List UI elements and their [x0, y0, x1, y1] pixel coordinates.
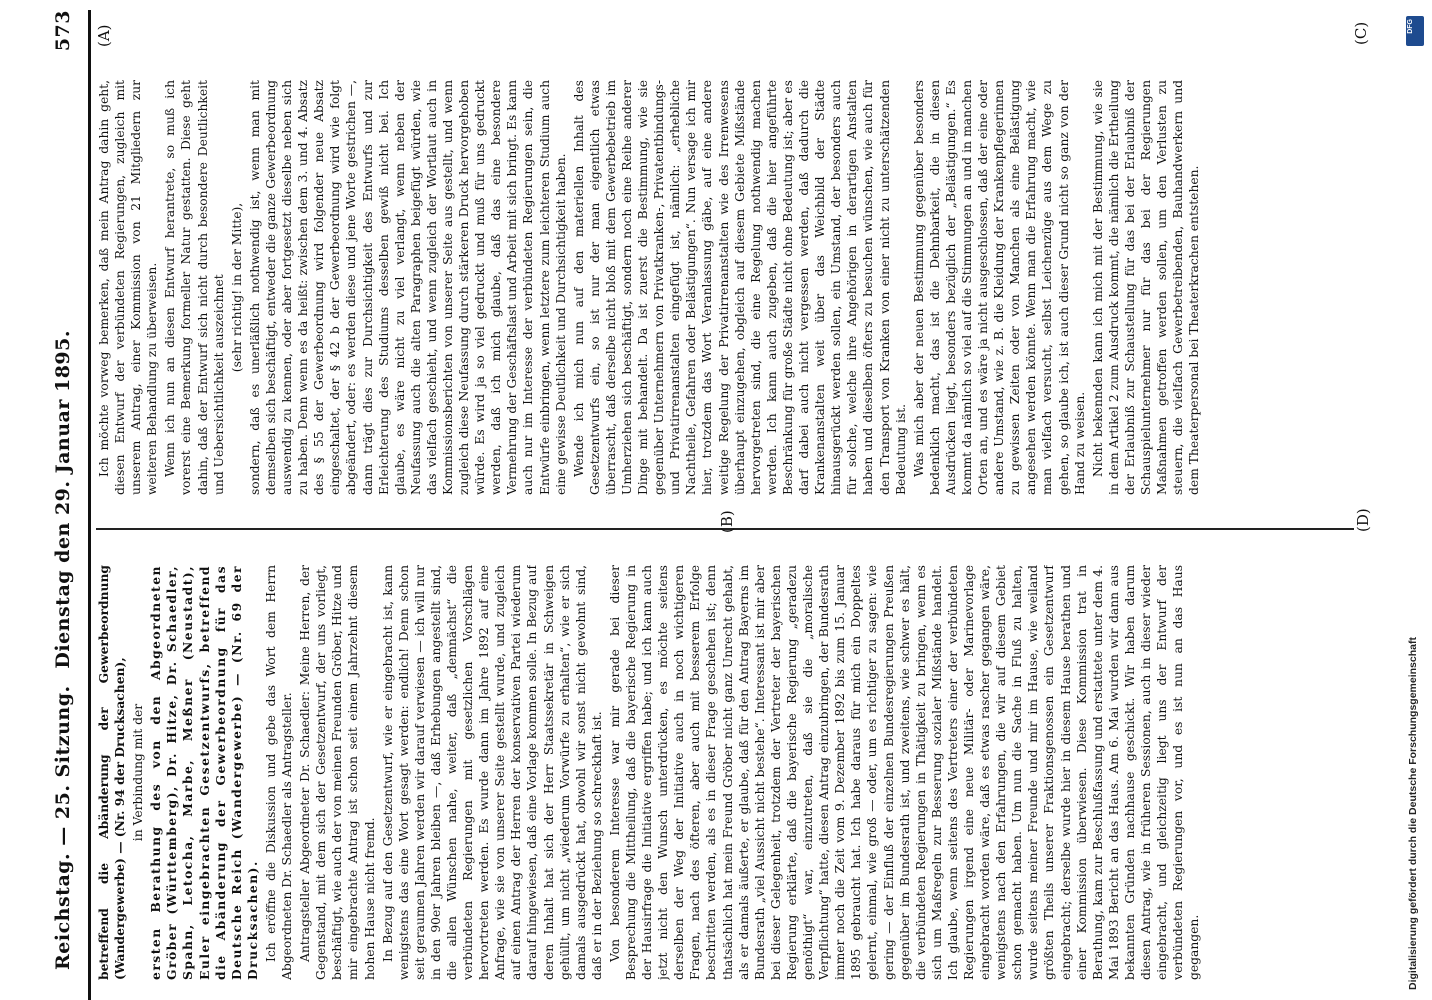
dfg-logo: DFG — [1406, 16, 1424, 46]
section-marker-c: (C) — [1352, 21, 1370, 45]
section-marker-b: (B) — [718, 510, 736, 533]
paragraph: Wende ich mich nun auf den materiellen Inhalt des Gesetzentwurfs ein, so ist nur der man eigentlich etwas überrascht, daß derselbe nicht bloß mit dem Gewerbebetrieb im Umherziehen sich beschäftigt, sondern noch eine Reihe anderer Dinge mit behandelt. Da ist zuerst die Bestimmung, wie sie gegenüber Unternehmern von Privatkranken-, Privatentbindungs- und Privatirrenanstalten eingefügt ist, nämlich: „erhebliche Nachtheile, Gefahren oder Belästigungen“. Nun versage ich mir hier, trotzdem das Wort Veranlassung gäbe, auf eine andere weitige Regelung der Privatirrenanstalten wie des Irrenwesens überhaupt einzugehen, obgleich auf diesem Gebiete Mißstände hervorgetreten sind, die eine Regelung nothwendig machen werden. Ich kann auch zugeben, daß die hier angeführte Beschränkung für große Städte nicht ohne Bedeutung ist; aber es darf dabei auch nicht vergessen werden, daß dadurch die Krankenanstalten weit über das Weichbild der Städte hinausgerückt werden sollen, ein Umstand, der besonders auch für solche, welche ihre Angehörigen in derartigen Anstalten haben und dieselben öfters zu besuchen wünschen, wie auch für den Transport von Kranken von einer nicht zu unterschätzenden Bedeutung ist. — [571, 80, 908, 495]
paragraph: Wenn ich nun an diesen Entwurf herantrete, so muß ich vorerst eine Bemerkung formeller Natur gestatten. Diese geht dahin, daß der Entwurf sich nicht durch besondere Deutlichkeit und Uebersichtlichkeit auszeichnet — [163, 80, 226, 495]
paragraph: Antragsteller Abgeordneter Dr. Schaedler: Meine Herren, der Gegenstand, mit dem sich der Gesetzentwurf, der uns vorliegt, beschäftigt, wie auch der von meinen Freunden Gröber, Hitze und mir eingebrachte Antrag ist schon seit einem Jahrzehnt diesem hohen Hause nicht fremd. — [298, 565, 377, 980]
section-marker-a: (A) — [95, 24, 113, 47]
column-left — [96, 565, 1354, 980]
paragraph: Was mich aber der neuen Bestimmung gegenüber besonders bedenklich macht, das ist die Dehnbarkeit, die in diesen Ausdrücken liegt, besonders bezüglich der „Belästigungen.“ Es kommt da nämlich so viel auf die Stimmungen an und in manchen Orten an, und es wäre ja nicht ausgeschlossen, daß der eine oder andere Umstand, wie z. B. die Kleidung der Krankenpflegerinnen zu gewissen Zeiten oder von Manchen als eine Belästigung angesehen werden könnte. Wenn man die Erfahrung macht, wie man vielfach versucht, selbst Leichenzüge aus dem Wege zu gehen, so glaube ich, ist auch dieser Grund nicht so ganz von der Hand zu weisen. — [911, 80, 1087, 495]
page-number: 573 — [52, 10, 74, 52]
header-right: Dienstag den 29. Januar 1895. — [52, 330, 74, 669]
header-left: Reichstag. — 25. Sitzung. — [52, 685, 74, 970]
paragraph: In Bezug auf den Gesetzentwurf, wie er eingebracht ist, kann wenigstens das eine Wort gesagt werden: endlich! Denn schon seit geraumen Jahren werden wir darauf verwiesen — ich will nur in den 90er Jahren bleiben —, daß Erhebungen angestellt sind, die allen Wünschen nahe, weiter, daß „demnächst“ die verbündeten Regierungen mit gesetzlichen Vorschlägen hervortreten werden. Es wurde dann im Jahre 1892 auf eine Anfrage, wie sie von unserer Seite gestellt wurde, und zugleich auf einen Antrag der Herren der konservativen Partei wiederum darauf hingewiesen, daß eine Vorlage kommen solle. In Bezug auf deren Inhalt hat sich der Herr Staatssekretär in Schweigen gehüllt, um nicht „wiederum Vorwürfe zu erhalten“, wie er sich damals ausgedrückt hat, obwohl wir sonst nicht gewohnt sind, daß er in der Beziehung so schreckhaft ist. — [380, 565, 604, 980]
page-header — [52, 0, 84, 1000]
paragraph: sondern, daß es unerläßlich nothwendig ist, wenn man mit demselben sich beschäftigt, entweder die ganze Gewerbeordnung auswendig zu kennen, oder aber fortgesetzt dieselbe neben sich zu haben. Denn wenn es da heißt: zwischen dem 3. und 4. Absatz des § 55 der Gewerbeordnung wird folgender neue Absatz eingeschaltet, der § 42 b der Gewerbeordnung wird wie folgt abgeändert, oder: es werden diese und jene Worte gestrichen —, dann trägt dies zur Durchsichtigkeit des Entwurfs und zur Erleichterung des Studiums desselben gewiß nicht bei. Ich glaube, es wäre nicht zu viel verlangt, wenn neben der Neufassung auch die alten Paragraphen beigefügt würden, wie das vielfach geschieht, und wenn zugleich der Wortlaut auch in Kommissionsberichten von unserer Seite aus gestellt, und wenn zugleich diese Neufassung durch stärkeren Druck hervorgehoben würde. Es wird ja so viel gedruckt und muß für uns gedruckt werden, daß ich mich glaube, daß das eine besondere Vermehrung der Geschäftslast und Arbeit mit sich bringt. Es kann auch nur im Interesse der verbündeten Regierungen sein, die Entwürfe einbringen, wenn letztere zum leichteren Studium auch eine gewisse Deutlichkeit und Durchsichtigkeit haben. — [247, 80, 568, 495]
paragraph: Ich möchte vorweg bemerken, daß mein Antrag dahin geht, diesen Entwurf der verbündeten Regierungen, zugleich mit unserem Antrag, einer Kommission von 21 Mitgliedern zur weiteren Behandlung zu überweisen. — [97, 80, 160, 495]
paragraph: Nicht bekennden kann ich mich mit der Bestimmung, wie sie in dem Artikel 2 zum Ausdruck kommt, die nämlich die Ertheilung der Erlaubniß zur Schaustellung für das bei der Erlaubniß der Schauspielunternehmer nur für das bei der Regierungen Maßnahmen getroffen werden sollen, um den Verlusten zu steuern, die vielfach Gewerbetreibenden, Bauhandwerkern und dem Theaterpersonal bei Theaterkrachen entstehen. — [1090, 80, 1202, 495]
paragraph: betreffend die Abänderung der Gewerbeordnung (Wandergewerbe) — (Nr. 94 der Drucksachen), — [96, 565, 128, 980]
paragraph: Ich eröffne die Diskussion und gebe das Wort dem Herrn Abgeordneten Dr. Schaedler als Antragsteller. — [263, 565, 295, 980]
digitization-credit — [1400, 0, 1430, 1000]
paragraph: (sehr richtig! in der Mitte), — [229, 202, 244, 373]
column-right — [96, 80, 1354, 495]
credit-text: Digitalisierung gefördert durch die Deutsche Forschungsgemeinschaft — [1407, 637, 1419, 990]
paragraph: Von besonderem Interesse war mir gerade bei dieser Besprechung die Mittheilung, daß die bayerische Regierung in der Hausirfrage die Initiative ergriffen habe; und ich kann auch jetzt nicht den Wunsch unterdrücken, es möchte seitens derselben der Weg der Initiative auch in noch wichtigeren Fragen, nach des öfteren, aber auch mit besserem Erfolge beschritten werden, als es in dieser Frage geschehen ist; denn thatsächlich hat mein Freund Gröber nicht ganz Unrecht gehabt, als er damals äußerte, er glaube, daß für den Antrag Bayerns im Bundesrath „viel Aussicht nicht bestehe“. Interessant ist mir aber bei dieser Gelegenheit, trotzdem der Vertreter der bayerischen Regierung erklärte, daß die bayerische Regierung „geradezu genöthigt“ war, einzutreten, daß sie die „moralische Verpflichtung“ hatte, diesen Antrag einzubringen, der Bundesrath immer noch die Zeit vom 9. Dezember 1892 bis zum 15. Januar 1895 gebraucht hat. Ich habe daraus für mich ein Doppeltes gelernt, einmal, wie groß — oder, um es richtiger zu sagen: wie gering — der Einfluß der einzelnen Bundesregierungen Preußen gegenüber im Bundesrath ist, und zweitens, wie schwer es hält, die verbündeten Regierungen in Thätigkeit zu bringen, wenn es sich um Maßregeln zur Besserung sozialer Mißstände handelt. Ich glaube, wenn seitens des Vertreters einer der verbündeten Regierungen irgend eine neue Militär- oder Marinevorlage eingebracht worden wäre, daß es etwas rascher gegangen wäre, wenigstens nach den Erfahrungen, die wir auf diesem Gebiet schon gemacht haben. Um nun die Sache in Fluß zu halten, wurde seitens meiner Freunde und mir im Hause, wie weiland größten Theils unserer Fraktionsgenossen ein Gesetzentwurf eingebracht; derselbe wurde hier in diesem Hause berathen und einer Kommission überwiesen. Diese Kommission trat in Berathung, kam zur Beschlußfassung und erstattete unter dem 4. Mai 1893 Bericht an das Haus. Am 6. Mai wurden wir dann aus bekannten Gründen nachhause geschickt. Wir haben darum diesen Antrag, wie in früheren Sessionen, auch in dieser wieder eingebracht, und gleichzeitig liegt uns der Entwurf der verbündeten Regierungen vor, und es ist nun an das Haus gegangen. — [607, 565, 1202, 980]
header-rule — [88, 10, 91, 1000]
paragraph: in Verbindung mit der — [131, 703, 146, 842]
section-marker-d: (D) — [1354, 508, 1372, 532]
paragraph: ersten Berathung des von den Abgeordneten Gröber (Württemberg), Dr. Hitze, Dr. Schaedler, Spahn, Letocha, Marbe, Meßner (Neustadt), Euler eingebrachten Gesetzentwurfs, betreffend die Abänderung der Gewerbeordnung für das Deutsche Reich (Wandergewerbe) — (Nr. 69 der Drucksachen). — [148, 565, 260, 980]
